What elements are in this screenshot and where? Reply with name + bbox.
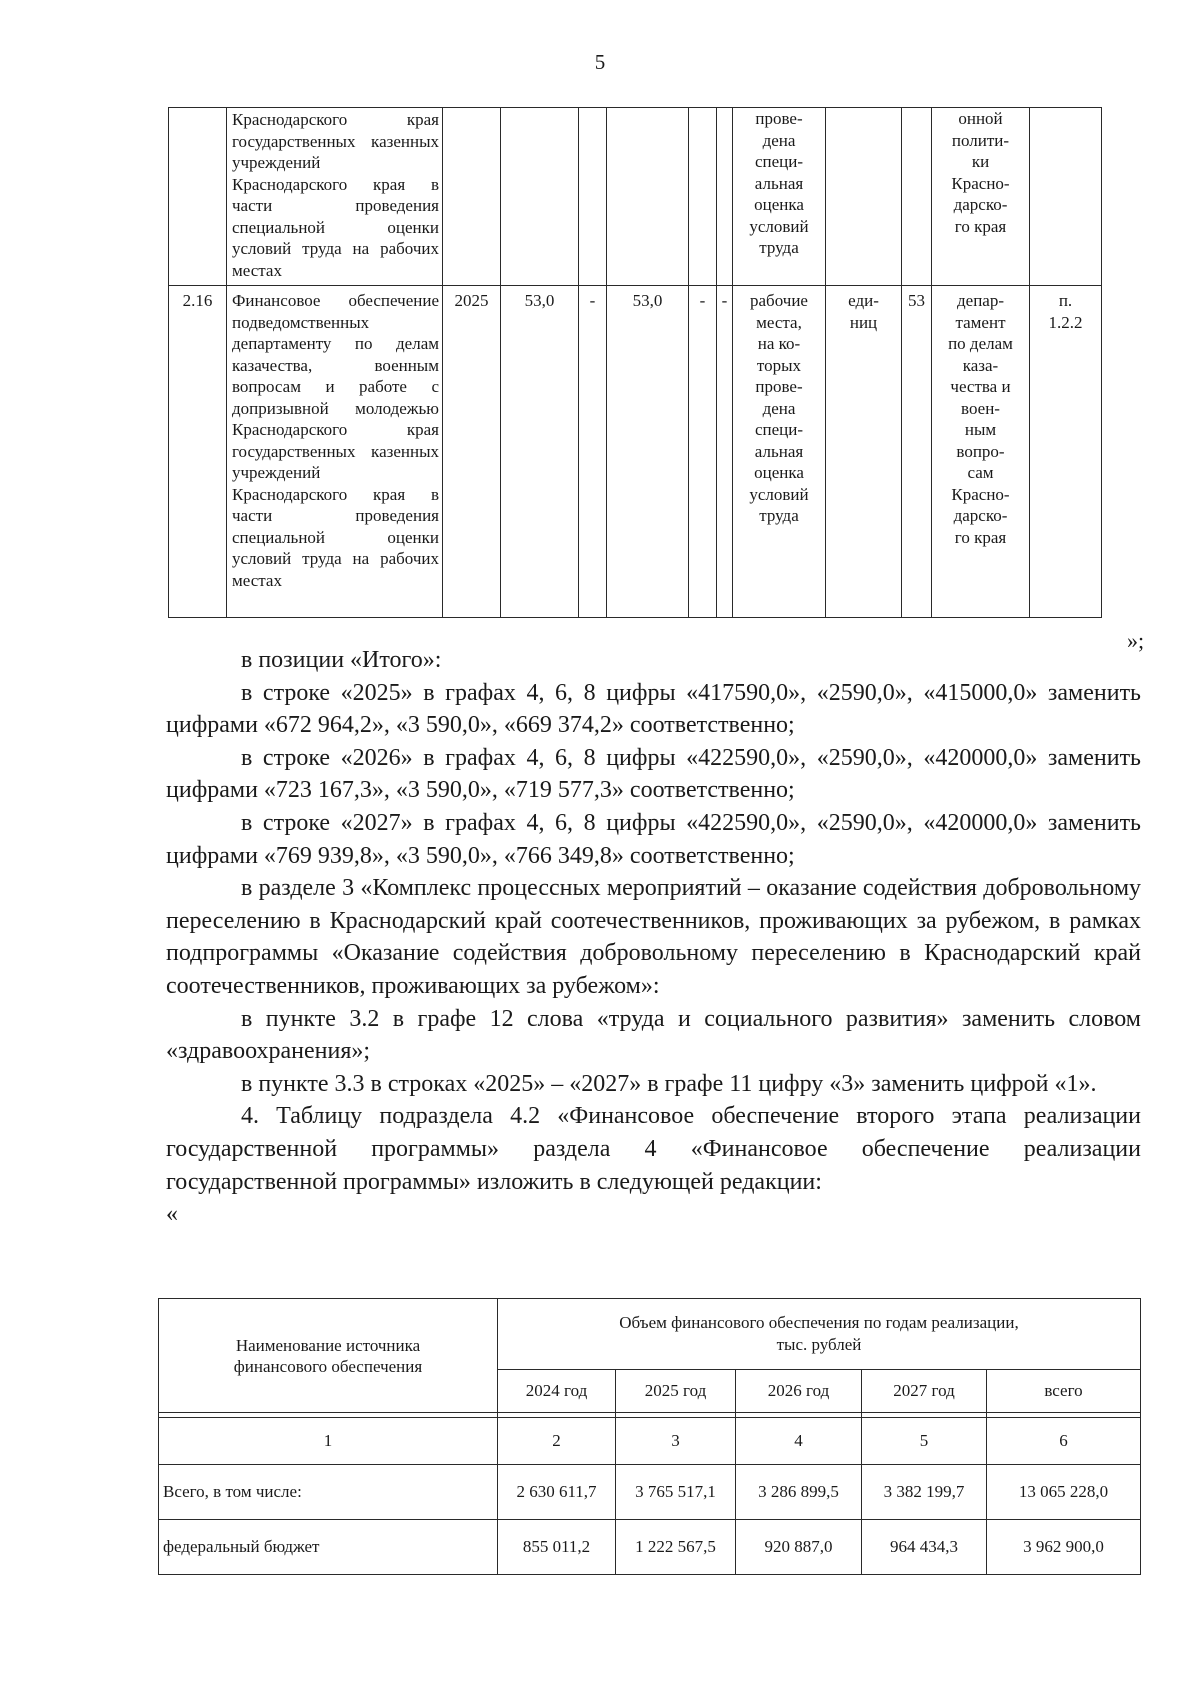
amount-cell: 3 962 900,0 xyxy=(987,1520,1141,1575)
paragraph: в строке «2027» в графах 4, 6, 8 цифры «422590,0», «2590,0», «420000,0» заменить цифрами «769 939,8», «3 590,0», «766 349,8» соответственно; xyxy=(166,809,1141,869)
amount-cell: 3 286 899,5 xyxy=(736,1465,862,1520)
year-header: 2025 год xyxy=(616,1370,736,1413)
amount-cell: 13 065 228,0 xyxy=(987,1465,1141,1520)
column-number: 4 xyxy=(736,1418,862,1465)
year-header: 2026 год xyxy=(736,1370,862,1413)
regional-cell: 53,0 xyxy=(607,286,689,618)
paragraph: в пункте 3.3 в строках «2025» – «2027» в графе 11 цифру «3» заменить цифрой «1». xyxy=(241,1070,1097,1097)
indicator-cell: прове- дена специ- альная оценка условий труда xyxy=(733,108,826,286)
body-text xyxy=(166,644,1141,1231)
amount-cell: 1 222 567,5 xyxy=(616,1520,736,1575)
reference-cell: п. 1.2.2 xyxy=(1030,286,1102,618)
indicator-cell: рабочие места, на ко- торых прове- дена специ- альная оценка условий труда xyxy=(733,286,826,618)
opening-quote: « xyxy=(166,1201,178,1228)
source-header: Наименование источника финансового обеспечения xyxy=(159,1299,498,1413)
table-row xyxy=(159,1465,1141,1520)
paragraph: в строке «2025» в графах 4, 6, 8 цифры «417590,0», «2590,0», «415000,0» заменить цифрами «672 964,2», «3 590,0», «669 374,2» соответственно; xyxy=(166,679,1141,739)
paragraph: в позиции «Итого»: xyxy=(241,647,442,673)
table-row xyxy=(159,1520,1141,1575)
column-number: 5 xyxy=(862,1418,987,1465)
responsible-cell: онной полити- ки Красно- дарско- го края xyxy=(932,108,1030,286)
paragraph: в строке «2026» в графах 4, 6, 8 цифры «422590,0», «2590,0», «420000,0» заменить цифрами «723 167,3», «3 590,0», «719 577,3» соответственно; xyxy=(166,744,1141,804)
column-number: 3 xyxy=(616,1418,736,1465)
volume-header: Объем финансового обеспечения по годам реализации, тыс. рублей xyxy=(498,1299,1141,1370)
table-row xyxy=(169,286,1102,618)
source-name: федеральный бюджет xyxy=(159,1520,498,1575)
measures-table xyxy=(168,107,1102,618)
column-number: 6 xyxy=(987,1418,1141,1465)
paragraph: в пункте 3.2 в графе 12 слова «труда и социального развития» заменить словом «здравоохранения»; xyxy=(166,1005,1141,1065)
responsible-cell: депар- тамент по делам каза- чества и воен- ным вопро- сам Красно- дарско- го края xyxy=(932,286,1030,618)
total-header: всего xyxy=(987,1370,1141,1413)
total-cell: 53,0 xyxy=(501,286,579,618)
year-header: 2027 год xyxy=(862,1370,987,1413)
paragraph: 4. Таблицу подраздела 4.2 «Финансовое обеспечение второго этапа реализации государственной программы» раздела 4 «Финансовое обеспечение реализации государственной программы» изложить в следующей редакции: xyxy=(166,1103,1141,1195)
year-header: 2024 год xyxy=(498,1370,616,1413)
table-row xyxy=(169,108,1102,286)
column-number: 2 xyxy=(498,1418,616,1465)
paragraph: в разделе 3 «Комплекс процессных мероприятий – оказание содействия добровольному переселению в Краснодарский край соотечественников, проживающих за рубежом, в рамках подпрограммы «Оказание содействия добровольному переселению в Краснодарский край соотечественников, проживающих за рубежом»: xyxy=(166,875,1141,999)
column-number-row xyxy=(159,1418,1141,1465)
column-number: 1 xyxy=(159,1418,498,1465)
amount-cell: 3 382 199,7 xyxy=(862,1465,987,1520)
year-cell: 2025 xyxy=(443,286,501,618)
finance-table xyxy=(158,1298,1141,1575)
measure-name-cell: Краснодарского края государственных казенных учреждений Краснодарского края в части проведения специальной оценки условий труда на рабочих местах xyxy=(227,108,443,286)
closing-quote: »; xyxy=(1127,628,1145,653)
amount-cell: 855 011,2 xyxy=(498,1520,616,1575)
federal-cell: - xyxy=(579,286,607,618)
page-number: 5 xyxy=(594,50,606,74)
amount-cell: 920 887,0 xyxy=(736,1520,862,1575)
amount-cell: 3 765 517,1 xyxy=(616,1465,736,1520)
measure-name-cell: Финансовое обеспечение подведомственных департаменту по делам казачества, военным вопросам и работе с допризывной молодежью Краснодарского края государственных казенных учреждений Краснодарского края в части проведения специальной оценки условий труда на рабочих местах xyxy=(227,286,443,618)
amount-cell: 2 630 611,7 xyxy=(498,1465,616,1520)
value-cell: 53 xyxy=(902,286,932,618)
source-name: Всего, в том числе: xyxy=(159,1465,498,1520)
row-num-cell: 2.16 xyxy=(169,286,227,618)
unit-cell: еди- ниц xyxy=(826,286,902,618)
other-cell: - xyxy=(717,286,733,618)
amount-cell: 964 434,3 xyxy=(862,1520,987,1575)
row-num-cell xyxy=(169,108,227,286)
local-cell: - xyxy=(689,286,717,618)
